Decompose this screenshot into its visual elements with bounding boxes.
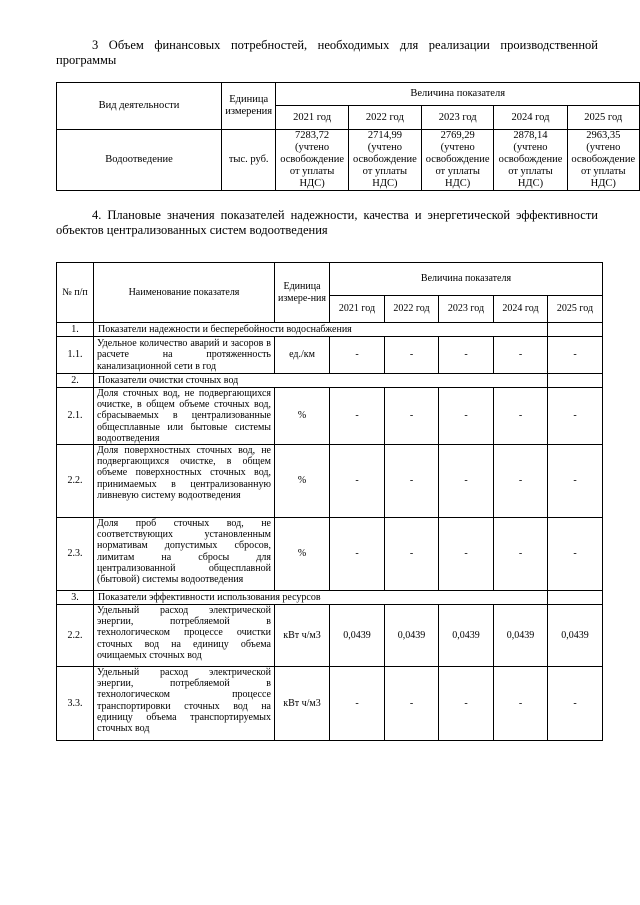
value-amount: 2963,35 xyxy=(586,130,621,141)
row-number: 2.2. xyxy=(57,445,94,518)
table-row xyxy=(57,518,603,591)
section-row xyxy=(57,591,603,605)
indicator-unit: % xyxy=(275,445,330,518)
header-unit: Единица измерения xyxy=(221,83,275,130)
activity-cell: Водоотведение xyxy=(57,130,222,191)
indicator-value: - xyxy=(330,337,385,374)
indicator-value: 0,0439 xyxy=(494,605,548,667)
indicator-value: - xyxy=(548,337,603,374)
empty-cell xyxy=(548,591,603,605)
header-year: 2022 год xyxy=(348,106,421,130)
header-value: Величина показателя xyxy=(330,263,603,296)
row-number: 1. xyxy=(57,323,94,337)
section4-heading xyxy=(56,208,598,238)
section-title: Показатели надежности и бесперебойности водоснабжения xyxy=(94,323,548,337)
indicator-value: - xyxy=(439,518,494,591)
row-number: 3. xyxy=(57,591,94,605)
indicator-value: - xyxy=(548,518,603,591)
header-year: 2025 год xyxy=(548,296,603,323)
indicator-name: Доля поверхностных сточных вод, не подвергающихся очистке, в общем объеме поверхностных сточных вод, принимаемых в централизованную ливневую систему водоотведения xyxy=(94,445,275,518)
indicator-value: - xyxy=(330,388,385,445)
indicator-value: - xyxy=(439,445,494,518)
indicator-value: - xyxy=(385,667,439,741)
header-num: № п/п xyxy=(57,263,94,323)
indicator-value: - xyxy=(548,388,603,445)
row-number: 2.3. xyxy=(57,518,94,591)
indicator-name: Удельное количество аварий и засоров в расчете на протяженность канализационной сети в год xyxy=(94,337,275,374)
indicator-value: - xyxy=(494,518,548,591)
header-value: Величина показателя xyxy=(276,83,640,106)
row-number: 2.1. xyxy=(57,388,94,445)
indicator-value: - xyxy=(330,445,385,518)
section3-heading xyxy=(56,38,598,68)
section-title: Показатели эффективности использования ресурсов xyxy=(94,591,548,605)
value-amount: 2714,99 xyxy=(367,130,402,141)
table-row xyxy=(57,130,640,191)
indicator-value: - xyxy=(548,667,603,741)
empty-cell xyxy=(548,323,603,337)
indicator-value: - xyxy=(385,518,439,591)
header-year: 2022 год xyxy=(385,296,439,323)
value-cell xyxy=(567,130,639,191)
indicator-value: - xyxy=(385,388,439,445)
indicator-unit: % xyxy=(275,518,330,591)
value-note: (учтено освобождение от уплаты НДС) xyxy=(280,142,344,189)
section-row xyxy=(57,323,603,337)
row-number: 2.2. xyxy=(57,605,94,667)
header-year: 2024 год xyxy=(494,106,567,130)
indicator-value: 0,0439 xyxy=(385,605,439,667)
value-amount: 2878,14 xyxy=(513,130,548,141)
section3-heading-line1: 3 Объем финансовых потребностей, необходимых для реализации производственной xyxy=(92,38,598,52)
table-row xyxy=(57,667,603,741)
indicator-value: - xyxy=(385,337,439,374)
value-amount: 2769,29 xyxy=(440,130,475,141)
value-note: (учтено освобождение от уплаты НДС) xyxy=(352,142,417,189)
section-row xyxy=(57,374,603,388)
header-year: 2021 год xyxy=(276,106,348,130)
header-year: 2023 год xyxy=(422,106,494,130)
value-cell xyxy=(348,130,421,191)
indicator-unit: кВт ч/м3 xyxy=(275,605,330,667)
indicator-value: - xyxy=(330,518,385,591)
value-cell xyxy=(422,130,494,191)
unit-cell: тыс. руб. xyxy=(221,130,275,191)
value-note: (учтено освобождение от уплаты НДС) xyxy=(571,142,636,189)
indicator-value: 0,0439 xyxy=(330,605,385,667)
row-number: 3.3. xyxy=(57,667,94,741)
financial-needs-table xyxy=(56,82,640,191)
indicator-value: - xyxy=(494,445,548,518)
row-number: 2. xyxy=(57,374,94,388)
indicator-value: - xyxy=(439,388,494,445)
header-activity: Вид деятельности xyxy=(57,83,222,130)
header-year: 2024 год xyxy=(494,296,548,323)
value-note: (учтено освобождение от уплаты НДС) xyxy=(498,142,563,189)
indicator-unit: ед./км xyxy=(275,337,330,374)
indicator-name: Доля проб сточных вод, не соответствующих установленным нормативам допустимых сбросов, лимитам на сбросы для централизованной общесплавной (бытовой) системы водоотведения xyxy=(94,518,275,591)
indicator-value: 0,0439 xyxy=(548,605,603,667)
section-title: Показатели очистки сточных вод xyxy=(94,374,548,388)
table-row xyxy=(57,388,603,445)
indicator-value: - xyxy=(494,337,548,374)
empty-cell xyxy=(548,374,603,388)
header-unit: Единица измере-ния xyxy=(275,263,330,323)
indicator-name: Удельный расход электрической энергии, потребляемой в технологическом процессе транспортировки сточных вод на единицу объема транспортируемых сточных вод xyxy=(94,667,275,741)
value-cell xyxy=(276,130,348,191)
indicator-value: 0,0439 xyxy=(439,605,494,667)
indicator-unit: кВт ч/м3 xyxy=(275,667,330,741)
header-year: 2025 год xyxy=(567,106,639,130)
indicator-value: - xyxy=(330,667,385,741)
table-row xyxy=(57,337,603,374)
indicator-name: Удельный расход электрической энергии, потребляемой в технологическом процессе очистки сточных вод на единицу объема очищаемых сточных вод xyxy=(94,605,275,667)
indicator-value: - xyxy=(439,667,494,741)
table-row xyxy=(57,445,603,518)
indicator-unit: % xyxy=(275,388,330,445)
header-name: Наименование показателя xyxy=(94,263,275,323)
value-amount: 7283,72 xyxy=(295,130,330,141)
indicator-value: - xyxy=(494,667,548,741)
value-cell xyxy=(494,130,567,191)
value-note: (учтено освобождение от уплаты НДС) xyxy=(425,142,490,189)
indicator-value: - xyxy=(548,445,603,518)
header-year: 2021 год xyxy=(330,296,385,323)
indicators-table xyxy=(56,262,603,741)
indicator-name: Доля сточных вод, не подвергающихся очистке, в общем объеме сточных вод, сбрасываемых в централизованные общесплавные или бытовые системы водоотведения xyxy=(94,388,275,445)
section4-heading-line1: 4. Плановые значения показателей надежности, качества и энергетической эффективности xyxy=(92,208,598,222)
table-row xyxy=(57,605,603,667)
header-year: 2023 год xyxy=(439,296,494,323)
indicator-value: - xyxy=(439,337,494,374)
indicator-value: - xyxy=(385,445,439,518)
section3-heading-line2: программы xyxy=(56,53,117,67)
indicator-value: - xyxy=(494,388,548,445)
section4-heading-line2: объектов централизованных систем водоотведения xyxy=(56,223,328,237)
row-number: 1.1. xyxy=(57,337,94,374)
